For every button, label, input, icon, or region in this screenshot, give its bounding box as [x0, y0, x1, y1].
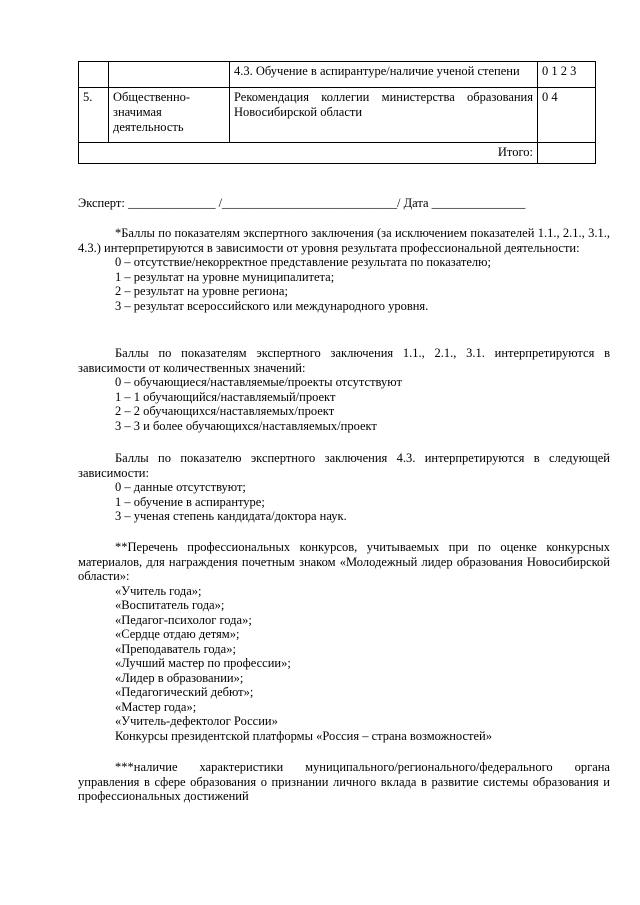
list-item: 0 – данные отсутствуют;	[115, 480, 246, 494]
note-contests	[78, 540, 610, 743]
row-number-cell: 5.	[79, 88, 109, 143]
list-item: «Учитель-дефектолог России»	[115, 714, 278, 728]
list-item: 0 – обучающиеся/наставляемые/проекты отсутствуют	[115, 375, 402, 389]
list-item: «Мастер года»;	[115, 699, 197, 714]
scores-cell: 0 4	[538, 88, 596, 143]
row-number-cell	[79, 62, 109, 88]
note-intro: Баллы по показателям экспертного заключения 1.1., 2.1., 3.1. интерпретируются в зависимости от количественных значений:	[78, 346, 610, 375]
category-cell: Общественно-значимая деятельность	[109, 88, 230, 143]
list-item: 3 – результат всероссийского или международного уровня.	[115, 298, 429, 313]
list-item: 1 – обучение в аспирантуре;	[115, 494, 265, 509]
criteria-table	[78, 61, 596, 164]
list-item: 1 – 1 обучающийся/наставляемый/проект	[115, 389, 336, 404]
indicator-cell	[230, 88, 538, 143]
note-intro: *Баллы по показателям экспертного заключения (за исключением показателей 1.1., 2.1., 3.1., 4.3.) интерпретируются в зависимости от уровня результата профессиональной деятельности:	[78, 226, 610, 255]
note-degree	[78, 451, 610, 524]
total-value	[538, 143, 596, 164]
note-characteristic	[78, 760, 610, 804]
list-item: Конкурсы президентской платформы «Россия – страна возможностей»	[115, 728, 492, 743]
list-item: «Педагогический дебют»;	[115, 685, 254, 699]
list-item: «Сердце отдаю детям»;	[115, 627, 240, 641]
list-item: 1 – результат на уровне муниципалитета;	[115, 269, 335, 284]
total-row	[79, 143, 596, 164]
total-label: Итого:	[79, 143, 538, 164]
note-intro: ***наличие характеристики муниципального/регионального/федерального органа управления в сфере образования о признании личного вклада в развитие системы образования и профессиональных достижений	[78, 760, 610, 803]
list-item: «Преподаватель года»;	[115, 641, 236, 656]
list-item: «Лучший мастер по профессии»;	[115, 656, 291, 670]
signature-text: Эксперт: ______________ /____________________________/ Дата _______________	[78, 196, 526, 210]
list-item: 3 – 3 и более обучающихся/наставляемых/проект	[115, 418, 377, 433]
list-item: «Учитель года»;	[115, 583, 202, 598]
list-item: «Воспитатель года»;	[115, 598, 225, 612]
category-cell	[109, 62, 230, 88]
indicator-text: Рекомендация коллегии министерства образования Новосибирской области	[234, 90, 533, 119]
note-intro: Баллы по показателю экспертного заключения 4.3. интерпретируются в следующей зависимости:	[78, 451, 610, 480]
table-row	[79, 62, 596, 88]
list-item: «Педагог-психолог года»;	[115, 612, 252, 627]
list-item: «Лидер в образовании»;	[115, 670, 244, 685]
table-row	[79, 88, 596, 143]
indicator-cell: 4.3. Обучение в аспирантуре/наличие ученой степени	[230, 62, 538, 88]
note-quantitative	[78, 346, 610, 433]
scores-cell: 0 1 2 3	[538, 62, 596, 88]
note-intro: **Перечень профессиональных конкурсов, учитываемых при по оценке конкурсных материалов, для награждения почетным знаком «Молодежный лидер образования Новосибирской области»:	[78, 540, 610, 583]
list-item: 2 – результат на уровне региона;	[115, 284, 288, 298]
note-criteria-levels	[78, 226, 610, 313]
list-item: 2 – 2 обучающихся/наставляемых/проект	[115, 404, 335, 418]
list-item: 3 – ученая степень кандидата/доктора наук.	[115, 509, 347, 523]
expert-signature-line	[78, 196, 610, 211]
list-item: 0 – отсутствие/некорректное представление результата по показателю;	[115, 255, 491, 269]
